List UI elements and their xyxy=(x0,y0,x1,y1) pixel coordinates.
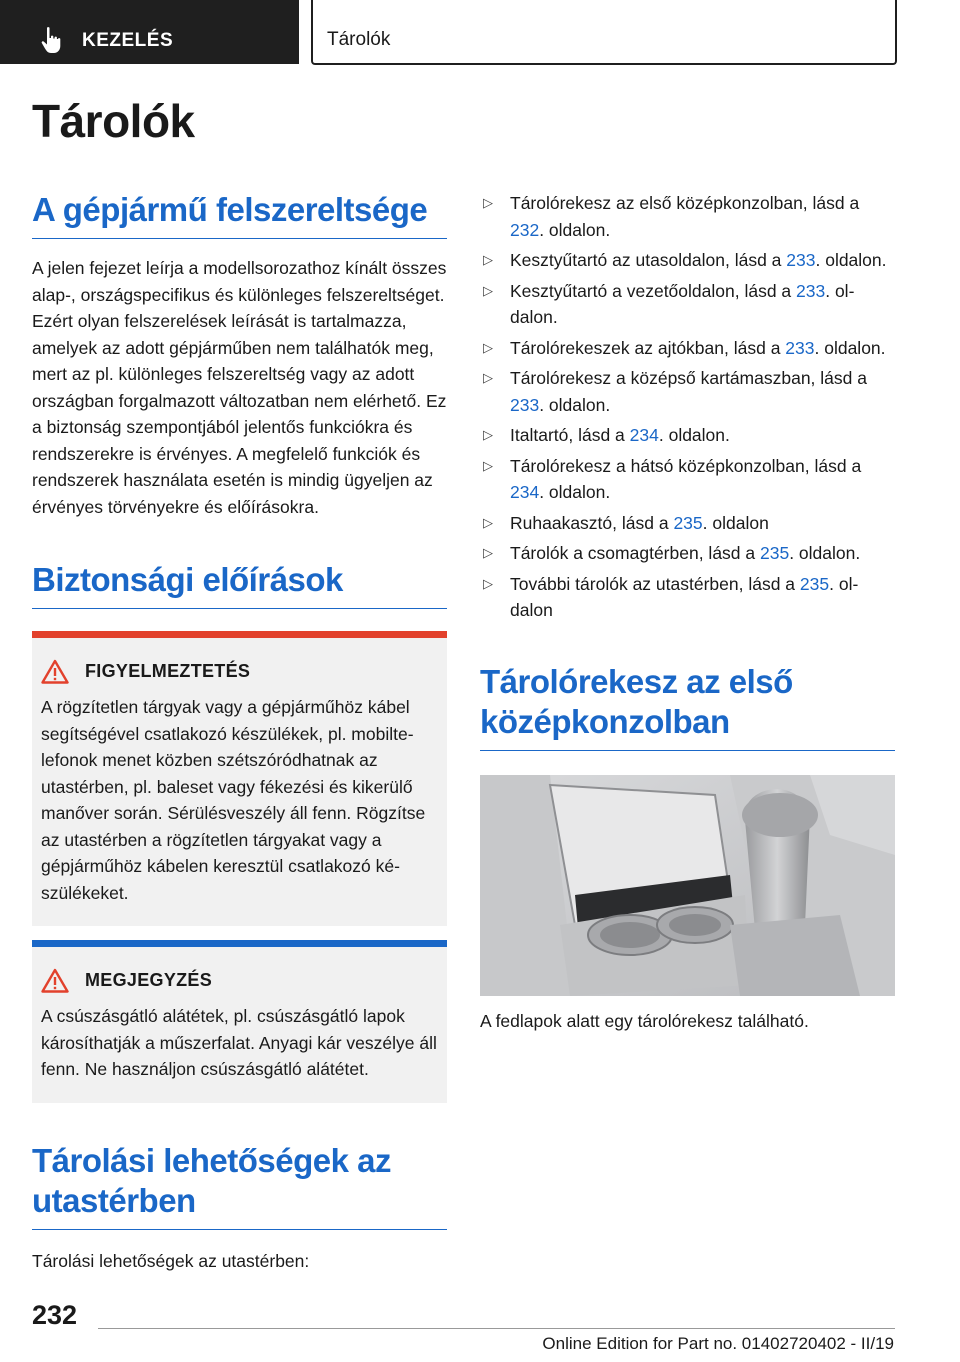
list-item-suffix: . oldalon xyxy=(702,512,769,533)
page-reference-link[interactable]: 235 xyxy=(760,543,790,563)
section-heading-safety: Biztonsági előírások xyxy=(32,560,447,609)
list-item-text: Italtartó, lásd a xyxy=(510,425,630,445)
warning-text: A rögzítetlen tárgyak vagy a gépjárműhöz kábel segítségével csatlakozó készülékek, pl. mobiltelefonok menet közben szétszóródhatnak az utastérben, pl. baleset vagy fékezési és kikerülő manőver során. Sérülésveszély áll fenn. Rögzítse az utastérben a rögzítetlen tárgyakat vagy a gépjárműhöz kábelen keresztül csatlakozó készülékeket. xyxy=(41,697,426,903)
page-number: 232 xyxy=(32,1300,78,1330)
list-bullet-icon: ▷ xyxy=(483,514,493,530)
right-column xyxy=(480,190,895,1052)
chapter-header xyxy=(311,0,897,65)
footer-divider xyxy=(98,1328,895,1329)
page-reference-link[interactable]: 233 xyxy=(510,394,540,415)
note-title: MEGJEGYZÉS xyxy=(85,969,213,990)
section-label: KEZELÉS xyxy=(82,30,174,51)
chapter-title: Tárolók xyxy=(327,29,391,50)
console-illustration xyxy=(480,775,895,996)
page-reference-link[interactable]: 234 xyxy=(629,425,659,445)
list-item-text: Tárolók a csomagtérben, lásd a xyxy=(510,543,760,563)
pointing-hand-icon xyxy=(40,26,64,54)
note-box xyxy=(32,940,447,1103)
warning-triangle-icon xyxy=(41,659,69,684)
list-item-suffix: . oldalon. xyxy=(658,425,730,445)
list-bullet-icon: ▷ xyxy=(483,195,493,210)
page-reference-link[interactable]: 235 xyxy=(673,512,703,533)
storage-list xyxy=(480,190,895,624)
list-bullet-icon: ▷ xyxy=(483,575,493,591)
page-title: Tárolók xyxy=(32,95,195,147)
page-reference-link[interactable]: 234 xyxy=(510,482,540,502)
storage-list-item xyxy=(480,278,895,331)
list-bullet-icon: ▷ xyxy=(483,545,493,560)
section-tab xyxy=(0,0,299,64)
page-reference-link[interactable]: 233 xyxy=(785,337,815,358)
list-item-text: Tárolórekesz az első középkonzolban, lásd a xyxy=(510,193,860,213)
page-reference-link[interactable]: 235 xyxy=(799,573,830,594)
storage-list-item xyxy=(480,453,895,506)
left-column xyxy=(32,190,447,1274)
console-compartment-photo xyxy=(480,775,895,996)
warning-box xyxy=(32,631,447,926)
edition-note: Online Edition for Part no. 01402720402 - II/19 xyxy=(542,1334,894,1353)
storage-list-item xyxy=(480,247,895,274)
storage-list-item xyxy=(480,510,895,537)
page-reference-link[interactable]: 233 xyxy=(796,280,826,301)
list-item-suffix: . oldalon. xyxy=(539,394,611,415)
storage-list-item xyxy=(480,335,895,362)
photo-caption: A fedlapok alatt egy tárolórekesz található. xyxy=(480,1010,809,1031)
warning-title: FIGYELMEZTETÉS xyxy=(85,660,251,681)
list-bullet-icon: ▷ xyxy=(483,427,493,442)
list-bullet-icon: ▷ xyxy=(483,252,493,267)
storage-list-item xyxy=(480,190,895,243)
list-item-text: Ruhaakasztó, lásd a xyxy=(510,512,674,533)
list-bullet-icon: ▷ xyxy=(483,282,493,298)
list-item-text: Kesztyűtartó az utasoldalon, lásd a xyxy=(510,250,787,270)
list-bullet-icon: ▷ xyxy=(483,339,493,355)
list-bullet-icon: ▷ xyxy=(483,370,493,385)
storage-intro: Tárolási lehetőségek az utastérben: xyxy=(32,1250,310,1271)
list-item-suffix: . oldalon. xyxy=(539,482,611,502)
section-heading-equipment: A gépjármű felszereltsége xyxy=(32,190,447,239)
list-item-suffix: . oldalon. xyxy=(789,543,861,563)
storage-list-item xyxy=(480,365,895,418)
page-reference-link[interactable]: 233 xyxy=(786,250,816,270)
list-item-suffix: . oldalon. xyxy=(815,250,887,270)
list-item-suffix: . oldalon. xyxy=(510,280,855,327)
list-bullet-icon: ▷ xyxy=(483,457,493,473)
section-heading-front-console: Tárolórekesz az első középkonzolban xyxy=(480,662,895,751)
list-item-text: Tárolórekesz a hátsó középkonzolban, lásd a xyxy=(510,455,862,476)
storage-list-item xyxy=(480,540,895,567)
note-text: A csúszásgátló alátétek, pl. csúszásgátló lapok károsíthatják a műszerfalat. Anyagi kár veszélye áll fenn. Ne használjon csúszásgátló alátétet. xyxy=(41,1006,437,1079)
section-heading-storage: Tárolási lehetőségek az utastérben xyxy=(32,1141,447,1230)
warning-triangle-icon xyxy=(41,968,69,993)
storage-list-item xyxy=(480,571,895,624)
storage-list-item xyxy=(480,422,895,449)
list-item-text: Tárolórekeszek az ajtókban, lásd a xyxy=(510,337,786,358)
list-item-text: További tárolók az utastérben, lásd a xyxy=(510,573,800,594)
equipment-paragraph: A jelen fejezet leírja a modellsorozathoz kínált összes alap-, országspecifikus és különleges felszereltséget. Ezért olyan felszerelések leírását is tartalmazza, amelyek az adott gépjárműben nem találhatók meg, mert az pl. különleges felszereltség vagy az adott országban forgalmazott változatban nem elérhető. Ez a biztonság szempontjából jelentős funkciókra és rendszerekre is érvényes. A megfelelő funkciók és rendszerek használata esetén is mindig ügyeljen az érvényes törvényekre és előírásokra. xyxy=(32,258,447,517)
list-item-suffix: . oldalon xyxy=(510,573,859,620)
list-item-suffix: . oldalon. xyxy=(539,219,611,240)
list-item-text: Tárolórekesz a középső kartámaszban, lásd a xyxy=(510,368,867,388)
page-reference-link[interactable]: 232 xyxy=(510,219,540,240)
list-item-text: Kesztyűtartó a vezetőoldalon, lásd a xyxy=(510,280,797,301)
list-item-suffix: . oldalon. xyxy=(814,337,886,358)
